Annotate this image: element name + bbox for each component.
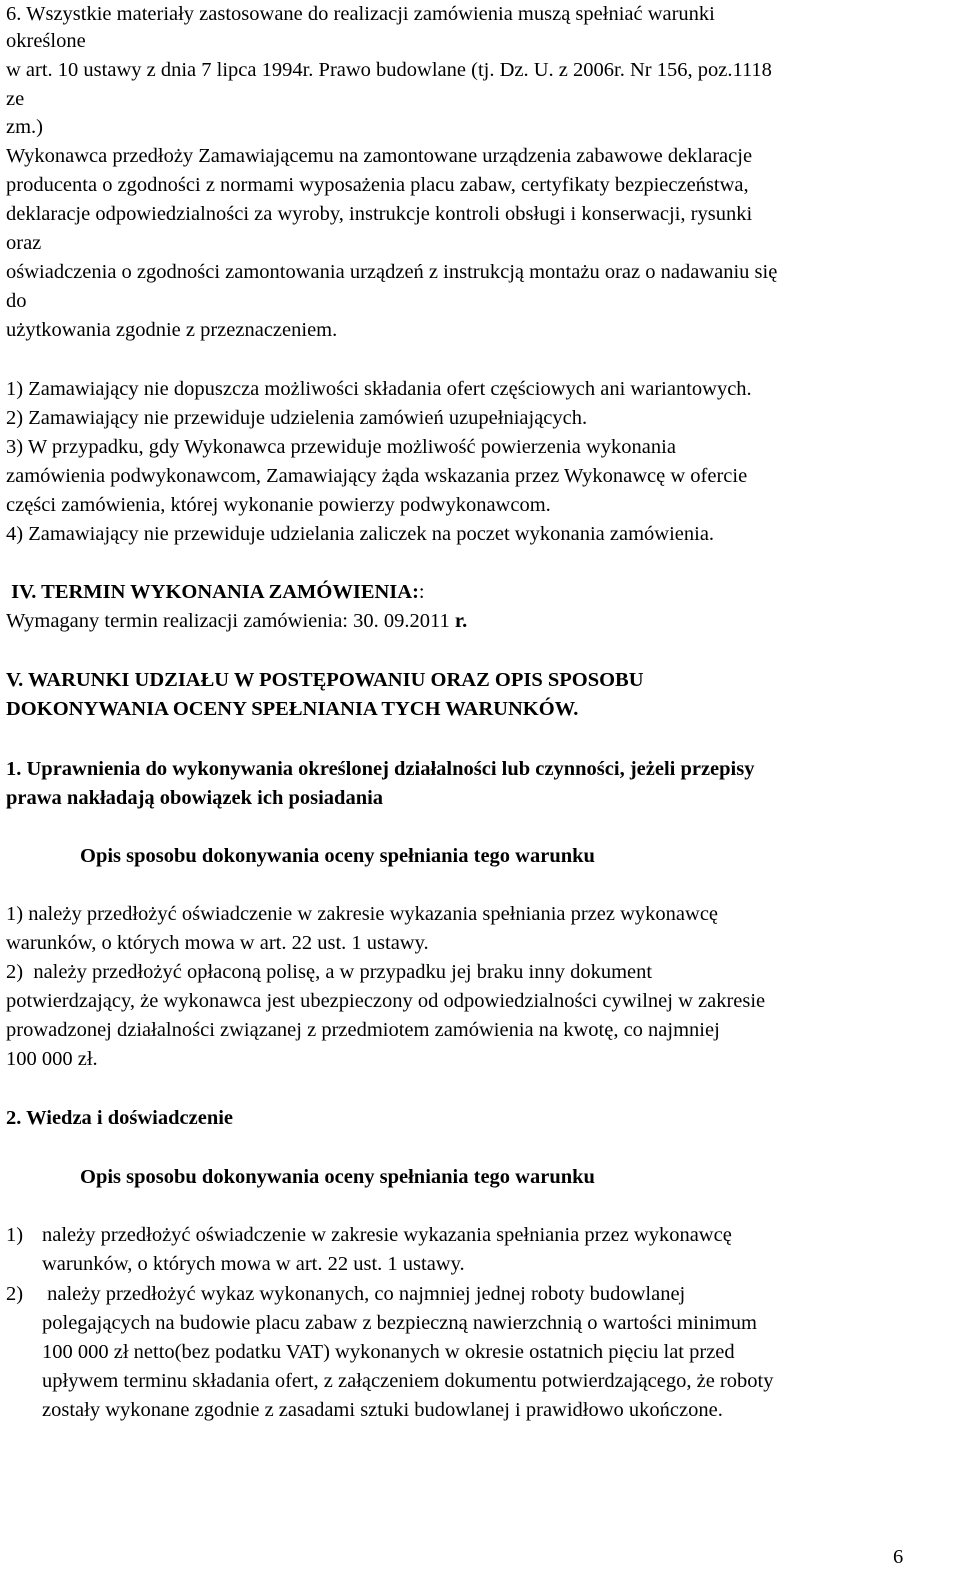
point-3-cont: zamówienia podwykonawcom, Zamawiający żąda wskazania przez Wykonawcę w ofercie <box>6 465 748 487</box>
condition-2-subheading: Opis sposobu dokonywania oceny spełniania tego warunku <box>80 1166 595 1188</box>
condition-2-item-2-cont: 100 000 zł netto(bez podatku VAT) wykonanych w okresie ostatnich pięciu lat przed <box>42 1341 735 1363</box>
section-4-heading <box>6 579 425 605</box>
condition-1-item-2-cont: prowadzonej działalności związanej z przedmiotem zamówienia na kwotę, co najmniej <box>6 1019 720 1041</box>
contractor-line: oraz <box>6 232 42 254</box>
condition-1-item-2-cont: potwierdzający, że wykonawca jest ubezpieczony od odpowiedzialności cywilnej w zakresie <box>6 990 766 1012</box>
point-3-cont: części zamówienia, której wykonanie powierzy podwykonawcom. <box>6 494 551 516</box>
condition-1-item-1-cont: warunków, o których mowa w art. 22 ust. 1 ustawy. <box>6 932 429 954</box>
condition-1-item-1: 1) należy przedłożyć oświadczenie w zakresie wykazania spełniania przez wykonawcę <box>6 903 719 925</box>
point-1: 1) Zamawiający nie dopuszcza możliwości składania ofert częściowych ani wariantowych. <box>6 378 752 400</box>
intro-line: zm.) <box>6 116 43 138</box>
section-5-heading: V. WARUNKI UDZIAŁU W POSTĘPOWANIU ORAZ OPIS SPOSOBU <box>6 669 644 691</box>
point-3: 3) W przypadku, gdy Wykonawca przewiduje możliwość powierzenia wykonania <box>6 436 676 458</box>
condition-1-subheading: Opis sposobu dokonywania oceny spełniania tego warunku <box>80 845 595 867</box>
condition-2-item-2-cont: zostały wykonane zgodnie z zasadami sztuki budowlanej i prawidłowo ukończone. <box>42 1399 723 1421</box>
section-4-heading-tail: : <box>418 581 425 603</box>
condition-2-title: 2. Wiedza i doświadczenie <box>6 1107 234 1129</box>
condition-2-item-1-number: 1) <box>6 1224 24 1246</box>
condition-2-item-2-cont: upływem terminu składania ofert, z załączeniem dokumentu potwierdzającego, że roboty <box>42 1370 774 1392</box>
condition-1-item-2: 2) należy przedłożyć opłaconą polisę, a w przypadku jej braku inny dokument <box>6 961 653 983</box>
contractor-line: deklaracje odpowiedzialności za wyroby, instrukcje kontroli obsługi i konserwacji, rysunki <box>6 203 753 225</box>
contractor-line: producenta o zgodności z normami wyposażenia placu zabaw, certyfikaty bezpieczeństwa, <box>6 174 749 196</box>
contractor-line: użytkowania zgodnie z przeznaczeniem. <box>6 319 338 341</box>
section-4-heading-text: IV. TERMIN WYKONANIA ZAMÓWIENIA: <box>6 581 419 603</box>
intro-line: 6. Wszystkie materiały zastosowane do realizacji zamówienia muszą spełniać warunki <box>6 3 715 25</box>
condition-2-item-2: należy przedłożyć wykaz wykonanych, co najmniej jednej roboty budowlanej <box>42 1283 686 1305</box>
section-4-text <box>6 608 467 634</box>
contractor-line: do <box>6 290 27 312</box>
section-4-deadline-tail: r. <box>454 610 468 632</box>
intro-line: w art. 10 ustawy z dnia 7 lipca 1994r. Prawo budowlane (tj. Dz. U. z 2006r. Nr 156, poz.1118 <box>6 59 772 81</box>
contractor-line: Wykonawca przedłoży Zamawiającemu na zamontowane urządzenia zabawowe deklaracje <box>6 145 753 167</box>
condition-1-title: 1. Uprawnienia do wykonywania określonej działalności lub czynności, jeżeli przepisy <box>6 758 755 780</box>
condition-1-title-cont: prawa nakładają obowiązek ich posiadania <box>6 787 384 809</box>
condition-2-item-2-cont: polegających na budowie placu zabaw z bezpieczną nawierzchnią o wartości minimum <box>42 1312 757 1334</box>
intro-line: określone <box>6 30 86 52</box>
section-4-deadline: Wymagany termin realizacji zamówienia: 30. 09.2011 <box>6 610 455 632</box>
point-2: 2) Zamawiający nie przewiduje udzielenia zamówień uzupełniających. <box>6 407 588 429</box>
point-4: 4) Zamawiający nie przewiduje udzielania zaliczek na poczet wykonania zamówienia. <box>6 523 715 545</box>
section-5-heading-cont: DOKONYWANIA OCENY SPEŁNIANIA TYCH WARUNKÓW. <box>6 698 579 720</box>
condition-2-item-2-number: 2) <box>6 1283 24 1305</box>
intro-line: ze <box>6 88 25 110</box>
condition-1-item-2-cont: 100 000 zł. <box>6 1048 98 1070</box>
contractor-line: oświadczenia o zgodności zamontowania urządzeń z instrukcją montażu oraz o nadawaniu się <box>6 261 778 283</box>
condition-2-item-1-cont: warunków, o których mowa w art. 22 ust. 1 ustawy. <box>42 1253 465 1275</box>
condition-2-item-1: należy przedłożyć oświadczenie w zakresie wykazania spełniania przez wykonawcę <box>42 1224 732 1246</box>
page-number: 6 <box>893 1546 904 1568</box>
